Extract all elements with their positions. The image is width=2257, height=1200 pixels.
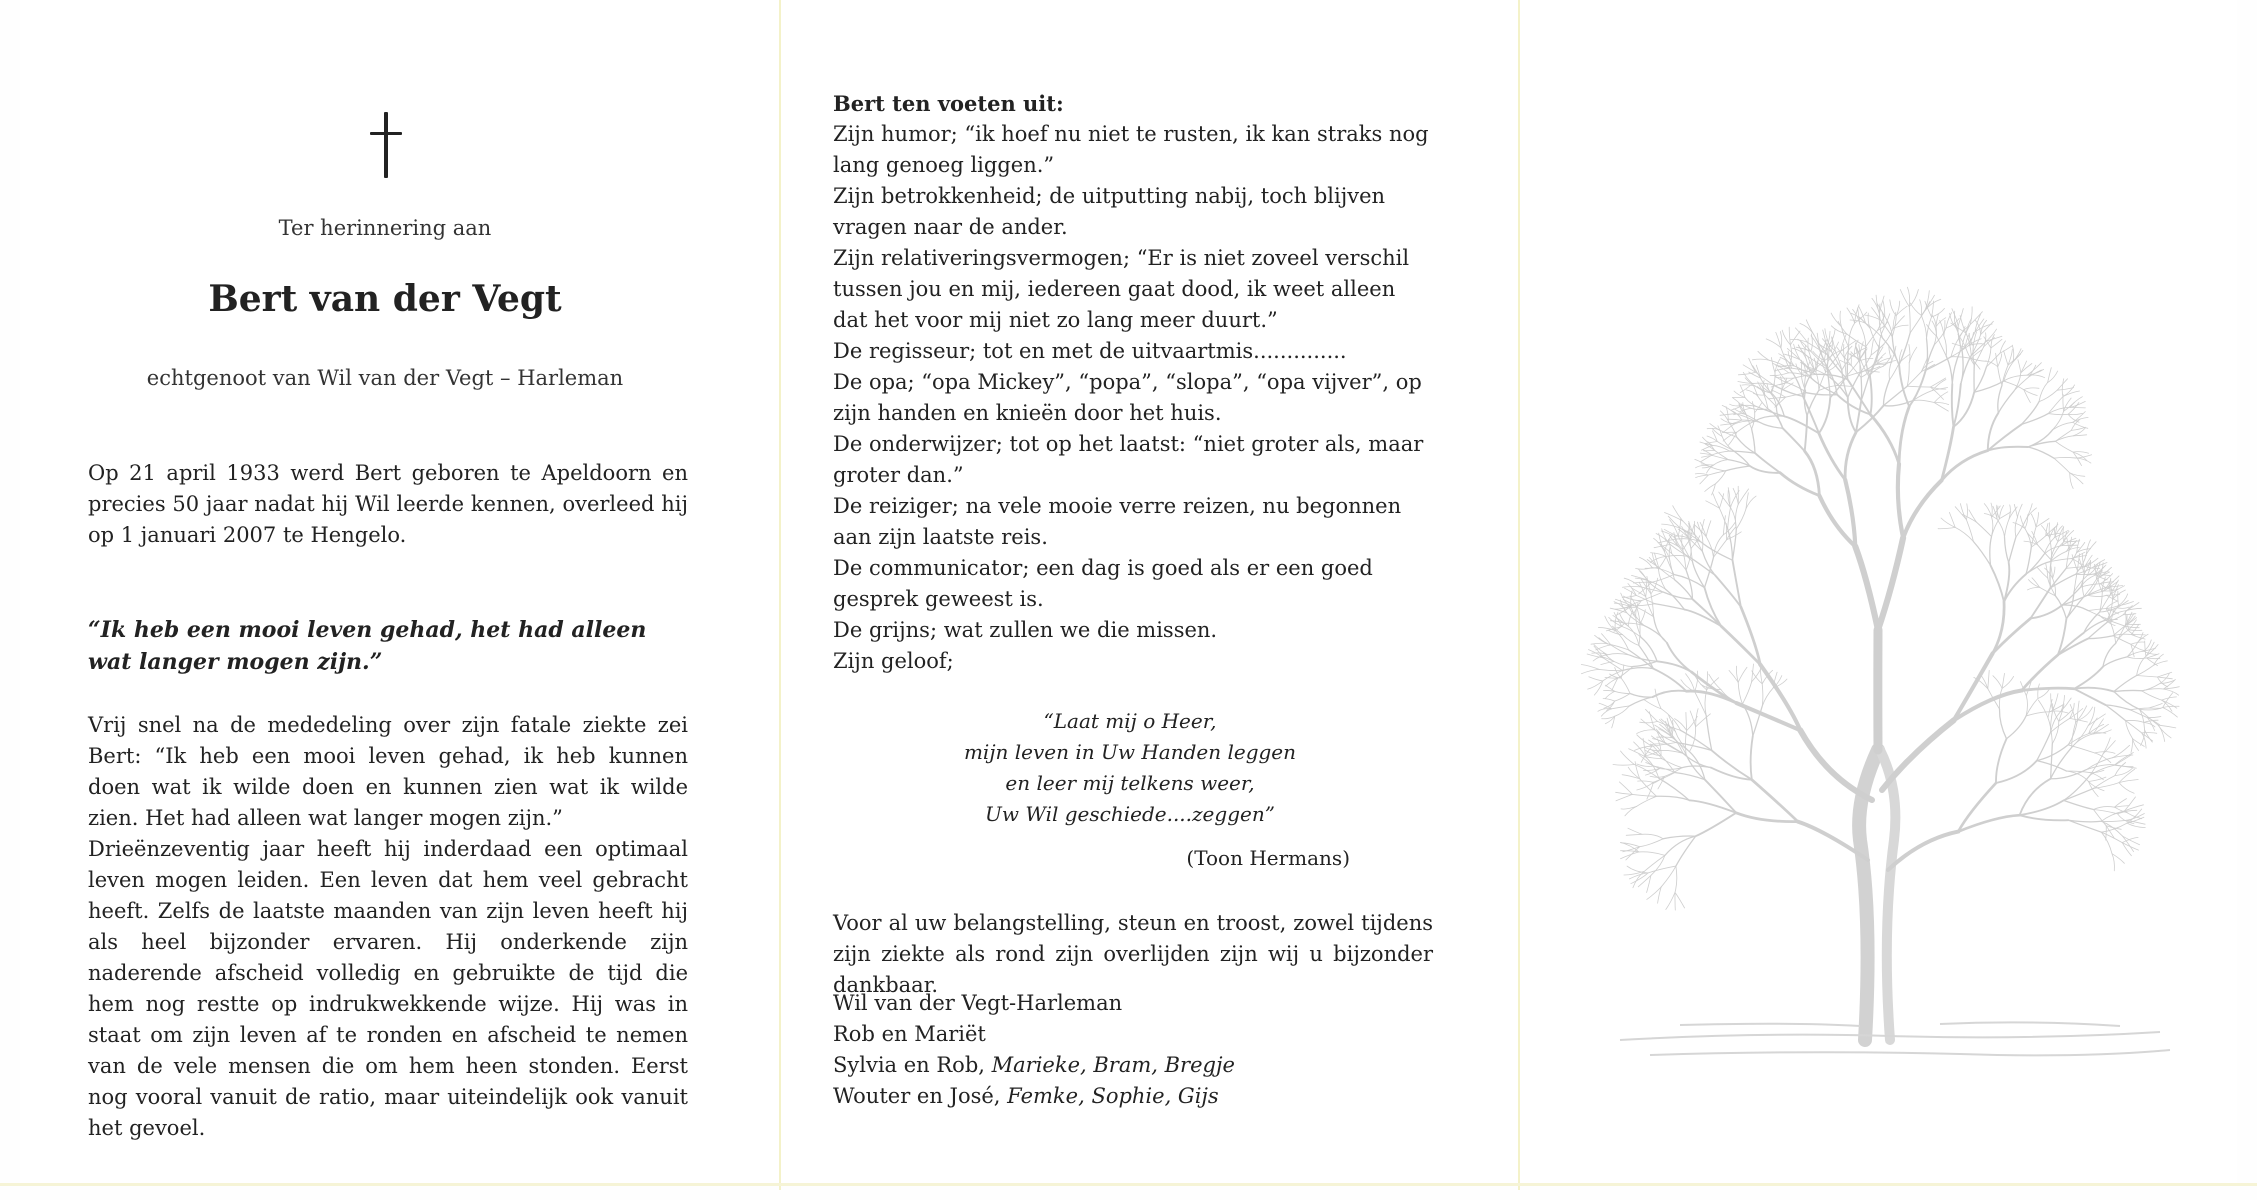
portrait-line: De regisseur; tot en met de uitvaartmis.............. [833,339,1347,363]
story [88,710,688,1144]
portrait-line: De onderwijzer; tot op het laatst: “niet groter als, maar groter dan.” [833,432,1424,487]
family-names: Sylvia en Rob, [833,1053,985,1077]
fold-line [779,0,781,1190]
portrait-line: De communicator; een dag is goed als er een goed gesprek geweest is. [833,556,1373,611]
family-line [833,1050,1433,1081]
family-names: Wil van der Vegt-Harleman [833,991,1123,1015]
grandchildren: Femke, Sophie, Gijs [1007,1084,1219,1108]
poem-line: “Laat mij o Heer, [1043,709,1217,733]
portrait-line: Zijn geloof; [833,649,954,673]
portrait-line: De reiziger; na vele mooie verre reizen, nu begonnen aan zijn laatste reis. [833,494,1402,549]
spouse-line: echtgenoot van Wil van der Vegt – Harleman [146,366,624,390]
thanks-text: Voor al uw belangstelling, steun en troost, zowel tijdens zijn ziekte als rond zijn overlijden zijn wij u bijzonder dankbaar. [833,911,1433,997]
portrait-heading: Bert ten voeten uit: [833,91,1064,116]
poem-line: en leer mij telkens weer, [1005,771,1255,795]
poem-author: (Toon Hermans) [1186,846,1350,870]
intro-text: Ter herinnering aan [278,216,492,240]
grandchildren: Marieke, Bram, Bregje [991,1053,1235,1077]
poem [930,706,1330,830]
portrait-line: Zijn humor; “ik hoef nu niet te rusten, ik kan straks nog lang genoeg liggen.” [833,122,1429,177]
family-names: Wouter en José, [833,1084,1001,1108]
quote: “Ik heb een mooi leven gehad, het had alleen wat langer mogen zijn.” [88,617,647,675]
story-paragraph: Vrij snel na de mededeling over zijn fatale ziekte zei Bert: “Ik heb een mooi leven gehad, ik heb kunnen doen wat ik wilde doen en kunnen zien wat ik wilde zien. Het had alleen wat langer mogen zijn.” [88,713,688,830]
portrait-line: Zijn relativeringsvermogen; “Er is niet zoveel verschil tussen jou en mij, iedereen gaat dood, ik weet alleen dat het voor mij niet zo lang meer duurt.” [833,246,1410,332]
family-signatures [833,988,1433,1112]
portrait-list [833,88,1433,677]
cross-icon [366,112,406,184]
portrait-line: De opa; “opa Mickey”, “popa”, “slopa”, “opa vijver”, op zijn handen en knieën door het huis. [833,370,1422,425]
deceased-name: Bert van der Vegt [208,278,562,320]
story-paragraph: Drieënzeventig jaar heeft hij inderdaad een optimaal leven mogen leiden. Een leven dat hem veel gebracht heeft. Zelfs de laatste maanden van zijn leven heeft hij als heel bijzonder ervaren. Hij onderkende zijn naderende afscheid volledig en gebruikte de tijd die hem nog restte op indrukwekkende wijze. Hij was in staat om zijn leven af te ronden en afscheid te nemen van de vele mensen die om hem heen stonden. Eerst nog vooral vanuit de ratio, maar uiteindelijk ook vanuit het gevoel. [88,837,688,1140]
family-line [833,1019,1433,1050]
fold-line [1518,0,1520,1190]
family-line [833,1081,1433,1112]
portrait-line: Zijn betrokkenheid; de uitputting nabij, toch blijven vragen naar de ander. [833,184,1386,239]
portrait-line: De grijns; wat zullen we die missen. [833,618,1218,642]
family-line [833,988,1433,1019]
family-names: Rob en Mariët [833,1022,986,1046]
paper-edge [0,1183,2257,1186]
birth-paragraph: Op 21 april 1933 werd Bert geboren te Apeldoorn en precies 50 jaar nadat hij Wil leerde kennen, overleed hij op 1 januari 2007 te Hengelo. [88,461,688,547]
poem-line: mijn leven in Uw Handen leggen [963,740,1297,764]
tree-illustration [1560,280,2210,1080]
poem-line: Uw Wil geschiede....zeggen” [985,802,1275,826]
